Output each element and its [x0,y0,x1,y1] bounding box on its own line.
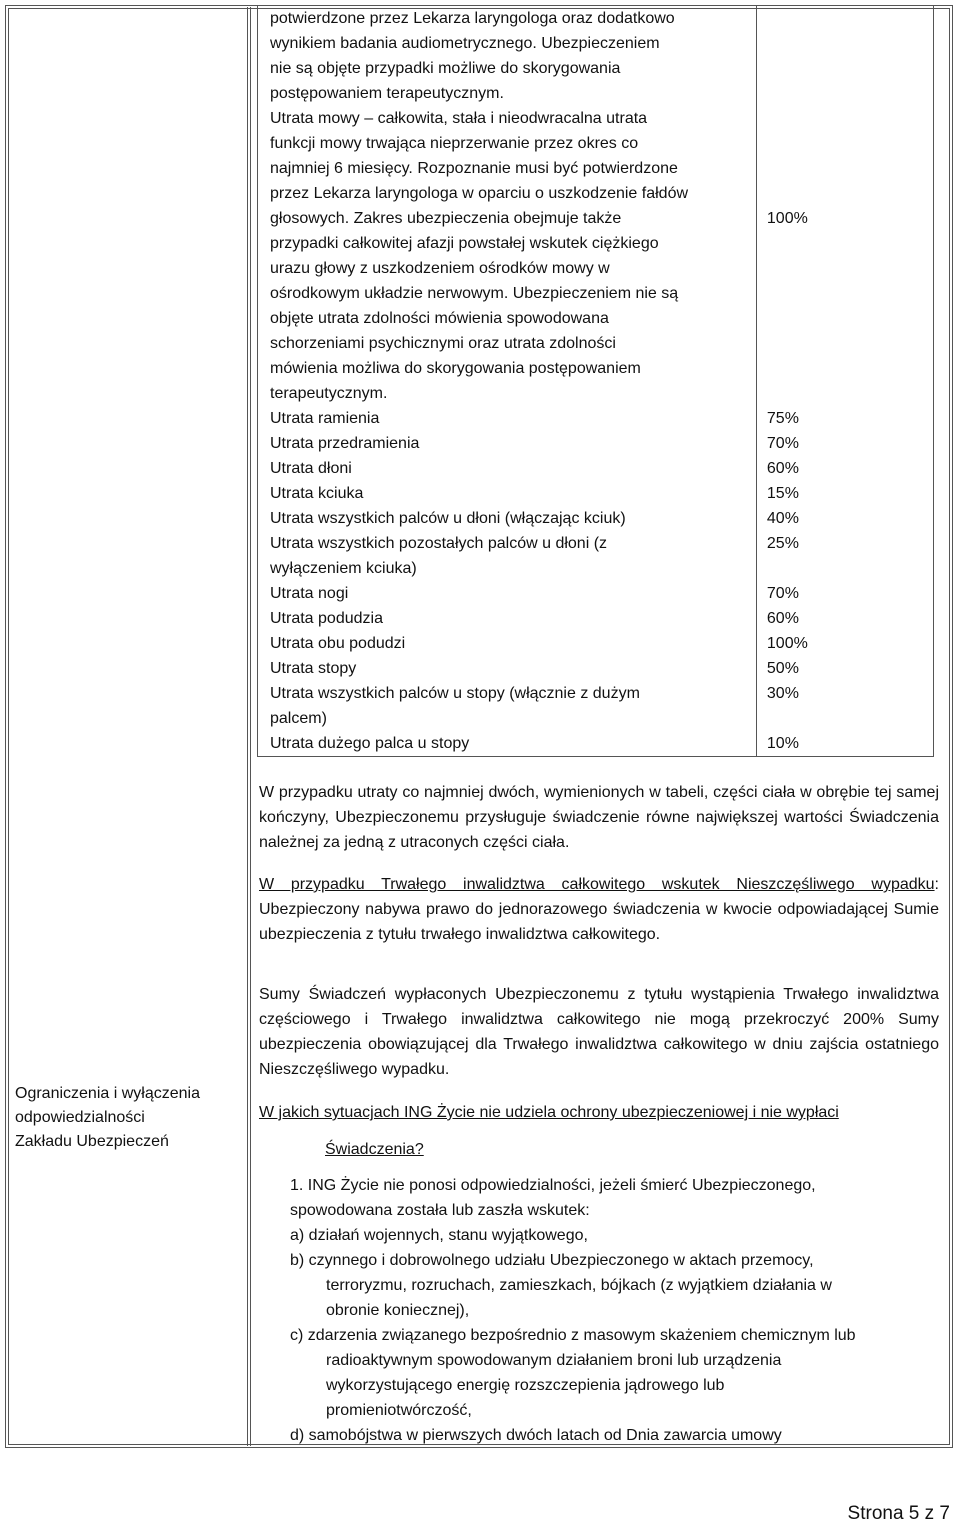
loss-description-line: głosowych. Zakres ubezpieczenia obejmuje także [270,210,622,227]
loss-description-line: Utrata mowy – całkowita, stała i nieodwracalna utrata [270,110,648,127]
table-row [258,481,934,506]
table-row [258,731,934,757]
benefit-percent [756,6,933,106]
table-row [258,606,934,631]
loss-description [258,656,757,681]
loss-description-line: Utrata podudzia [270,610,383,627]
loss-description-line: Utrata przedramienia [270,435,420,452]
loss-description [258,106,757,406]
table-row [258,531,934,581]
loss-description-line: schorzeniami psychicznymi oraz utrata zdolności [270,335,616,352]
loss-description-line: Utrata kciuka [270,485,364,502]
loss-description-line: przez Lekarza laryngologa w oparciu o uszkodzenie fałdów [270,185,689,202]
loss-description-line: Utrata obu podudzi [270,635,406,652]
loss-description-line: Utrata dużego palca u stopy [270,735,470,752]
exclusions-question-line: Świadczenia? [325,1141,424,1158]
loss-description-line: Utrata ramienia [270,410,380,427]
loss-description-line: funkcji mowy trwająca nieprzerwanie przez okres co [270,135,639,152]
benefit-cap-paragraph: Sumy Świadczeń wypłaconych Ubezpieczonemu z tytułu wystąpienia Trwałego inwalidztwa częściowego i Trwałego inwalidztwa całkowitego nie mogą przekroczyć 200% Sumy ubezpieczenia obowiązującej dla Trwałego inwalidztwa całkowitego w dniu zajścia ostatniego Nieszczęśliwego wypadku. [259,986,939,1078]
column-divider-inner [250,7,251,1446]
benefit-percent: 30% [756,681,933,731]
loss-description [258,506,757,531]
table-row [258,406,934,431]
total-disability-paragraph [259,872,939,947]
loss-description-line: Utrata stopy [270,660,357,677]
loss-description-line: urazu głowy z uszkodzeniem ośrodków mowy w [270,260,610,277]
loss-description-line: Utrata wszystkich palców u stopy (włącznie z dużym [270,685,640,702]
benefit-percent: 10% [756,731,933,757]
loss-description-line: mówienia możliwa do skorygowania postępowaniem [270,360,641,377]
benefit-percent: 15% [756,481,933,506]
loss-description-line: Utrata dłoni [270,460,352,477]
column-divider [247,7,248,1446]
table-row [258,6,934,106]
loss-description [258,6,757,106]
loss-description-line: ośrodkowym układzie nerwowym. Ubezpieczeniem nie są [270,285,679,302]
benefit-table [257,6,934,757]
list-item: obronie koniecznej), [326,1302,470,1319]
multi-loss-paragraph: W przypadku utraty co najmniej dwóch, wymienionych w tabeli, części ciała w obrębie tej samej kończyny, Ubezpieczonemu przysługuje świadczenie równe największej wartości Świadczenia należnej za jedną z utraconych części ciała. [259,784,939,851]
loss-description [258,631,757,656]
benefit-percent: 70% [756,431,933,456]
loss-description-line: wynikiem badania audiometrycznego. Ubezpieczeniem [270,35,660,52]
table-row [258,431,934,456]
list-item: radioaktywnym spowodowanym działaniem broni lub urządzenia [326,1352,782,1369]
list-item: wykorzystującego energię rozszczepienia jądrowego lub [326,1377,725,1394]
loss-description [258,531,757,581]
benefit-percent: 60% [756,456,933,481]
section-label-line: Ograniczenia i wyłączenia [15,1085,200,1102]
loss-description-line: Utrata wszystkich pozostałych palców u dłoni (z [270,535,608,552]
heading-colon: : [934,876,939,893]
loss-description [258,406,757,431]
table-row [258,456,934,481]
list-item: spowodowana została lub zaszła wskutek: [290,1202,590,1219]
list-item: b) czynnego i dobrowolnego udziału Ubezpieczonego w aktach przemocy, [290,1252,814,1269]
loss-description [258,606,757,631]
list-item: promieniotwórczość, [326,1402,472,1419]
loss-description-line: potwierdzone przez Lekarza laryngologa oraz dodatkowo [270,10,675,27]
section-label-line: odpowiedzialności [15,1109,145,1126]
loss-description [258,731,757,757]
benefit-percent: 60% [756,606,933,631]
loss-description-line: objęte utrata zdolności mówienia spowodowana [270,310,609,327]
loss-description-line: terapeutycznym. [270,385,388,402]
loss-description-line: Utrata nogi [270,585,349,602]
benefit-percent: 70% [756,581,933,606]
loss-description [258,431,757,456]
list-item: terroryzmu, rozruchach, zamieszkach, bójkach (z wyjątkiem działania w [326,1277,832,1294]
table-row [258,581,934,606]
loss-description [258,481,757,506]
table-row [258,656,934,681]
total-disability-body: Ubezpieczony nabywa prawo do jednorazowego świadczenia w kwocie odpowiadającej Sumie ubezpieczenia z tytułu trwałego inwalidztwa całkowitego. [259,901,939,943]
loss-description-line: najmniej 6 miesięcy. Rozpoznanie musi być potwierdzone [270,160,678,177]
total-disability-heading: W przypadku Trwałego inwalidztwa całkowitego wskutek Nieszczęśliwego wypadku [259,876,935,893]
loss-description-line: palcem) [270,710,327,727]
page-number: Strona 5 z 7 [847,1503,950,1524]
benefit-percent: 40% [756,506,933,531]
list-item: a) działań wojennych, stanu wyjątkowego, [290,1227,588,1244]
benefit-percent: 100% [756,106,933,406]
benefit-percent: 75% [756,406,933,431]
loss-description [258,456,757,481]
section-label-line: Zakładu Ubezpieczeń [15,1133,169,1150]
loss-description-line: wyłączeniem kciuka) [270,560,417,577]
loss-description-line: nie są objęte przypadki możliwe do skorygowania [270,60,621,77]
exclusions-question-line: W jakich sytuacjach ING Życie nie udziela ochrony ubezpieczeniowej i nie wypłaci [259,1104,839,1121]
benefit-percent: 50% [756,656,933,681]
benefit-percent: 25% [756,531,933,581]
section-label [15,1082,240,1154]
loss-description-line: postępowaniem terapeutycznym. [270,85,504,102]
table-row [258,506,934,531]
exclusions-question [259,1100,939,1162]
table-row [258,106,934,406]
exclusions-list [290,1173,930,1448]
list-item: c) zdarzenia związanego bezpośrednio z masowym skażeniem chemicznym lub [290,1327,856,1344]
list-item: 1. ING Życie nie ponosi odpowiedzialności, jeżeli śmierć Ubezpieczonego, [290,1177,816,1194]
loss-description-line: przypadki całkowitej afazji powstałej wskutek ciężkiego [270,235,659,252]
loss-description [258,681,757,731]
benefit-percent: 100% [756,631,933,656]
loss-description [258,581,757,606]
list-item: d) samobójstwa w pierwszych dwóch latach od Dnia zawarcia umowy [290,1427,782,1444]
loss-description-line: Utrata wszystkich palców u dłoni (włączając kciuk) [270,510,626,527]
table-row [258,631,934,656]
table-row [258,681,934,731]
